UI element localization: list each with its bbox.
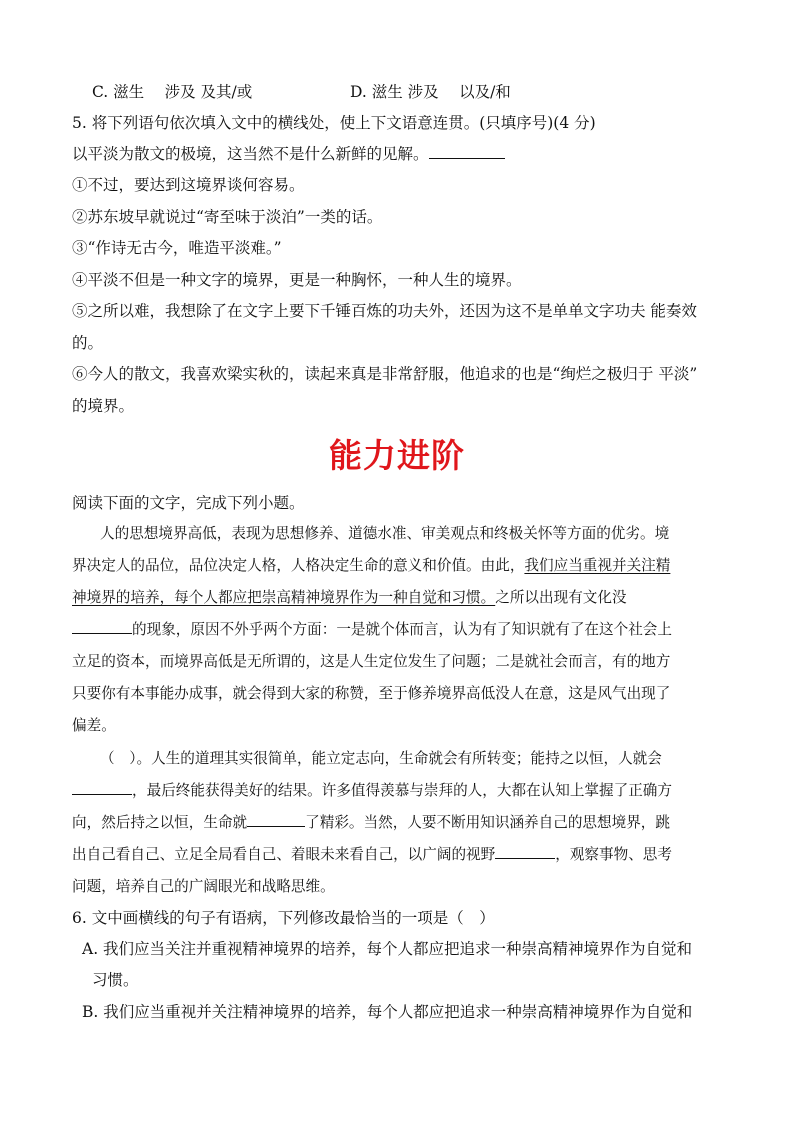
underlined-sentence: 我们应当重视并关注精 — [524, 557, 671, 574]
passage-text: 界决定人的品位，品位决定人格，人格决定生命的意义和价值。由此， — [72, 557, 525, 574]
question-5-lead — [72, 142, 505, 166]
passage-line — [72, 811, 670, 835]
passage-text: ，观察事物、思考 — [555, 846, 672, 863]
question-5-stem: 5. 将下列语句依次填入文中的横线处，使上下文语意连贯。(只填序号)(4 分) — [72, 114, 596, 132]
passage-text: 出自己看自己、立足全局看自己、着眼未来看自己，以广阔的视野 — [72, 846, 496, 863]
passage-line: 只要你有本事能办成事，就会得到大家的称赞，至于修养境界高低没人在意，这是风气出现了 — [72, 685, 671, 702]
passage-line — [72, 843, 672, 867]
passage-text: 之所以出现有文化没 — [495, 589, 627, 606]
passage-line — [72, 586, 627, 610]
passage-line: （ ）。人生的道理其实很简单，能立定志向，生命就会有所转变；能持之以恒，人就会 — [100, 750, 662, 767]
passage-line — [72, 618, 672, 642]
reading-instruction: 阅读下面的文字，完成下列小题。 — [72, 494, 305, 512]
option-c: C. 滋生 涉及 及其/或 — [92, 83, 253, 101]
passage-blank[interactable] — [72, 779, 132, 795]
answer-blank[interactable] — [429, 142, 505, 159]
passage-line: 问题，培养自己的广阔眼光和战略思维。 — [72, 878, 335, 895]
passage-text: 的现象，原因不外乎两个方面：一是就个体而言，认为有了知识就有了在这个社会上 — [132, 621, 672, 638]
sentence-item-4: ④平淡不但是一种文字的境界，更是一种胸怀，一种人生的境界。 — [72, 271, 522, 289]
option-d: D. 滋生 涉及 以及/和 — [350, 83, 511, 101]
sentence-item-1: ①不过，要达到这境界谈何容易。 — [72, 176, 305, 194]
passage-line — [72, 779, 672, 803]
option-b[interactable]: B. 我们应当重视并关注精神境界的培养，每个人都应把追求一种崇高精神境界作为自觉和 — [82, 1003, 693, 1021]
passage-text: 向，然后持之以恒，生命就 — [72, 814, 248, 831]
passage-line: 人的思想境界高低，表现为思想修养、道德水准、审美观点和终极关怀等方面的优劣。境 — [100, 525, 670, 542]
question-5-lead-text: 以平淡为散文的极境，这当然不是什么新鲜的见解。 — [72, 145, 429, 163]
sentence-item-5: ⑤之所以难，我想除了在文字上要下千锤百炼的功夫外，还因为这不是单单文字功夫 能奏效 — [72, 302, 697, 320]
sentence-item-2: ②苏东坡早就说过“寄至味于淡泊”一类的话。 — [72, 208, 383, 226]
passage-blank[interactable] — [72, 618, 132, 634]
sentence-item-6-cont: 的境界。 — [72, 397, 135, 415]
option-a[interactable]: A. 我们应当关注并重视精神境界的培养，每个人都应把追求一种崇高精神境界作为自觉和 — [82, 940, 693, 958]
passage-blank[interactable] — [495, 843, 555, 859]
option-a-cont: 习惯。 — [92, 971, 139, 989]
passage-text: ，最后终能获得美好的结果。许多值得羡慕与崇拜的人，大都在认知上掌握了正确方 — [132, 782, 672, 799]
passage-line: 偏差。 — [72, 717, 116, 734]
passage-blank[interactable] — [247, 811, 305, 827]
sentence-item-6: ⑥今人的散文，我喜欢梁实秋的，读起来真是非常舒服，他追求的也是“绚烂之极归于 平淡” — [72, 365, 698, 383]
passage-line: 立足的资本，而境界高低是无所谓的，这是人生定位发生了问题；二是就社会而言，有的地方 — [72, 653, 671, 670]
options-row-cd — [92, 80, 511, 104]
underlined-sentence: 神境界的培养，每个人都应把崇高精神境界作为一种自觉和习惯。 — [72, 589, 496, 606]
passage-text: 了精彩。当然，人要不断用知识涵养自己的思想境界，跳 — [305, 814, 670, 831]
question-6-stem: 6. 文中画横线的句子有语病，下列修改最恰当的一项是（ ） — [72, 909, 495, 927]
section-title: 能力进阶 — [329, 436, 465, 475]
passage-line — [72, 554, 670, 578]
sentence-item-5-cont: 的。 — [72, 334, 104, 352]
sentence-item-3: ③“作诗无古今，唯造平淡难。” — [72, 239, 282, 257]
